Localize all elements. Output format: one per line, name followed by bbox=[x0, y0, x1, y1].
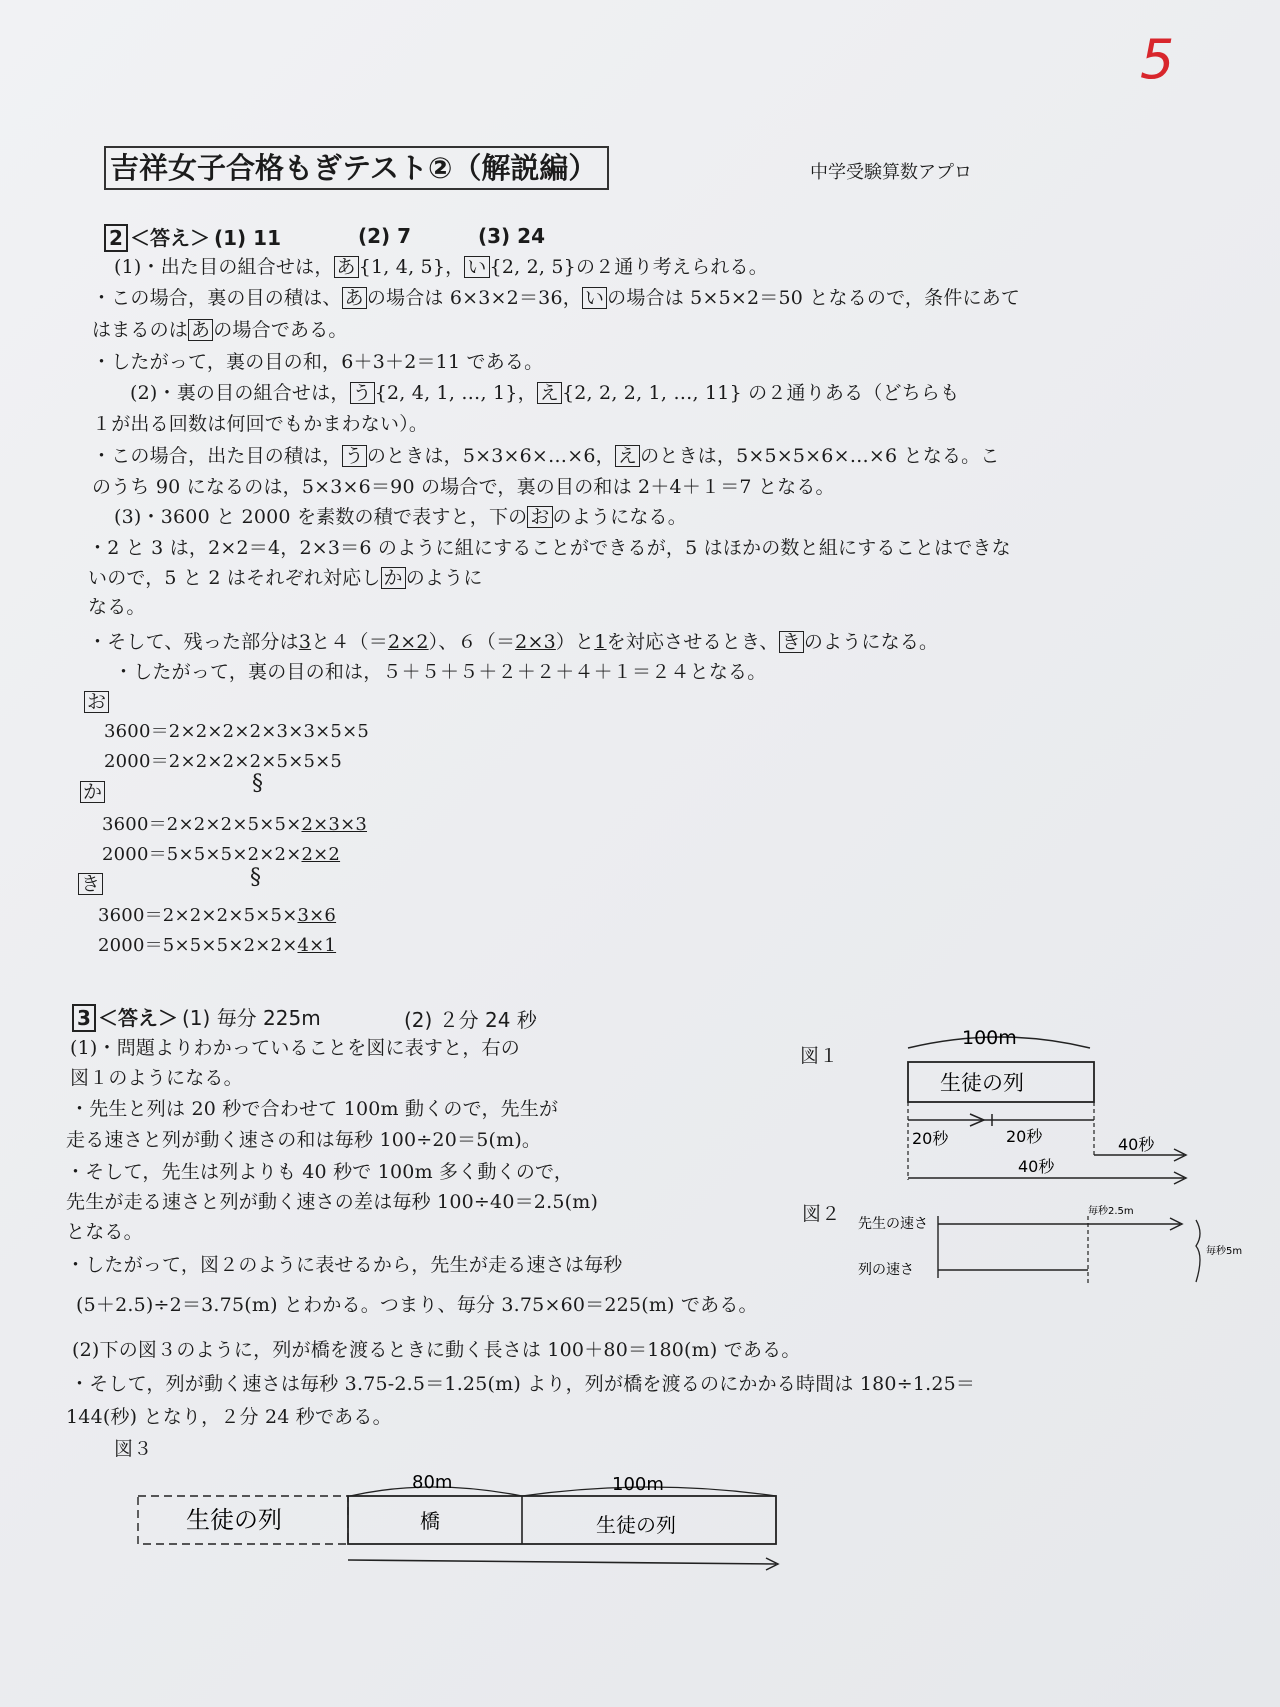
fig1-t2: 20秒 bbox=[1006, 1127, 1043, 1146]
label-a: あ bbox=[334, 256, 359, 278]
q2-line-6: １が出る回数は何回でもかまわない）。 bbox=[92, 413, 429, 435]
q2-line-4: ・したがって，裏の目の和，6＋3＋2＝11 である。 bbox=[92, 351, 544, 373]
q2-line-14: ・したがって，裏の目の和は，５＋５＋５＋２＋２＋４＋１＝２４となる。 bbox=[114, 661, 767, 683]
fig3-bridge: 橋 bbox=[420, 1509, 440, 1533]
q3-line-5: ・そして，先生は列よりも 40 秒で 100m 多く動くので， bbox=[66, 1161, 574, 1183]
fig2-sum: 毎秒5m bbox=[1206, 1246, 1243, 1257]
label-ka: か bbox=[381, 567, 406, 589]
figure-1 bbox=[890, 1030, 1200, 1195]
fig2-row1: 先生の速さ bbox=[858, 1216, 928, 1232]
figure-2 bbox=[856, 1192, 1256, 1292]
q3-number: 3 bbox=[72, 1004, 96, 1032]
block-ki-2000: 2000＝5×5×5×2×2×4×1 bbox=[98, 935, 337, 956]
block-o-label: お bbox=[84, 690, 109, 714]
fig2-label: 図２ bbox=[802, 1203, 841, 1225]
fig2-diff: 毎秒2.5m bbox=[1088, 1206, 1134, 1217]
publisher: 中学受験算数アプロ bbox=[810, 162, 972, 183]
block-ka-2000: 2000＝5×5×5×2×2×2×2 bbox=[102, 844, 341, 865]
fig1-label: 図１ bbox=[800, 1045, 839, 1067]
page-number: 5 bbox=[1140, 28, 1175, 91]
figure-3 bbox=[130, 1470, 810, 1590]
label-e: え bbox=[537, 382, 562, 404]
q3-answer-header bbox=[72, 1002, 321, 1032]
block-o-2000: 2000＝2×2×2×2×5×5×5 bbox=[104, 751, 343, 772]
fig3-right: 生徒の列 bbox=[596, 1513, 676, 1537]
fig3-label: 図３ bbox=[114, 1438, 153, 1460]
label-u: う bbox=[350, 382, 375, 404]
q2-line-3: はまるのは あ の場合である。 bbox=[92, 319, 348, 341]
page-title: 吉祥女子合格もぎテスト②（解説編） bbox=[104, 146, 609, 190]
fig3-len-line: 100m bbox=[612, 1474, 664, 1495]
q2-line-8: のうち 90 になるのは，5×3×6＝90 の場合で，裏の目の和は 2＋4＋１＝7 となる。 bbox=[92, 476, 835, 498]
q2-line-12: なる。 bbox=[88, 596, 146, 618]
q3-line-2: 図１のようになる。 bbox=[70, 1067, 243, 1089]
q2-answer-label: ＜答え＞ bbox=[130, 226, 210, 250]
label-i: い bbox=[464, 256, 489, 278]
q2-line-1: (1)・出た目の組合せは， あ {1, 4, 5}， い {2, 2, 5}の２通り考えられる。 bbox=[114, 256, 768, 278]
q2-line-2: ・この場合，裏の目の積は、 あ の場合は 6×3×2＝36， い の場合は 5×5×2＝50 となるので，条件にあて bbox=[92, 287, 1021, 309]
fig3-left: 生徒の列 bbox=[186, 1506, 282, 1534]
q2-answer-3: (3) 24 bbox=[478, 224, 545, 248]
q2-line-13: ・そして、残った部分は3と４（＝2×2）、６（＝2×3）と1を対応させるとき、 き のようになる。 bbox=[88, 631, 939, 653]
q3-line-12: 144(秒) となり，２分 24 秒である。 bbox=[66, 1406, 392, 1428]
q3-line-1: (1)・問題よりわかっていることを図に表すと，右の bbox=[70, 1037, 520, 1059]
fig1-t1: 20秒 bbox=[912, 1129, 949, 1148]
wave-mark-ka: § bbox=[252, 771, 264, 796]
q3-line-7: となる。 bbox=[66, 1221, 143, 1243]
q3-line-3: ・先生と列は 20 秒で合わせて 100m 動くので，先生が bbox=[70, 1098, 559, 1120]
q3-line-11: ・そして，列が動く速さは毎秒 3.75-2.5＝1.25(m) より，列が橋を渡るのにかかる時間は 180÷1.25＝ bbox=[70, 1373, 976, 1395]
q2-line-9: (3)・3600 と 2000 を素数の積で表すと，下の お のようになる。 bbox=[114, 506, 687, 528]
block-o-3600: 3600＝2×2×2×2×3×3×5×5 bbox=[104, 721, 369, 742]
block-ka-label: か bbox=[80, 780, 105, 804]
q3-line-9: (5＋2.5)÷2＝3.75(m) とわかる。つまり、毎分 3.75×60＝225(m) である。 bbox=[76, 1294, 758, 1316]
q3-answer-label: ＜答え＞ bbox=[98, 1006, 178, 1030]
block-ki-3600: 3600＝2×2×2×5×5×3×6 bbox=[98, 905, 337, 926]
fig1-t3: 40秒 bbox=[1118, 1135, 1155, 1154]
q2-answer-2: (2) 7 bbox=[358, 224, 412, 248]
fig2-row2: 列の速さ bbox=[858, 1262, 914, 1278]
fig1-box-text: 生徒の列 bbox=[940, 1071, 1024, 1095]
wave-mark-ki: § bbox=[250, 865, 262, 890]
block-ka-3600: 3600＝2×2×2×5×5×2×3×3 bbox=[102, 814, 368, 835]
q3-line-6: 先生が走る速さと列が動く速さの差は毎秒 100÷40＝2.5(m) bbox=[66, 1191, 599, 1213]
label-o: お bbox=[527, 506, 552, 528]
q2-line-7: ・この場合，出た目の積は， う のときは，5×3×6×…×6， え のときは，5×5×5×6×…×6 となる。こ bbox=[92, 445, 1000, 467]
q2-line-10: ・2 と 3 は，2×2＝4，2×3＝6 のように組にすることができるが，5 はほかの数と組にすることはできな bbox=[88, 537, 1011, 559]
block-ki-label: き bbox=[78, 872, 103, 896]
q2-number: 2 bbox=[104, 224, 128, 252]
fig3-len-bridge: 80m bbox=[412, 1472, 453, 1493]
q2-answer-header bbox=[104, 222, 281, 252]
q3-answer-1: (1) 毎分 225m bbox=[182, 1006, 321, 1030]
q3-line-4: 走る速さと列が動く速さの和は毎秒 100÷20＝5(m)。 bbox=[66, 1129, 542, 1151]
q3-line-8: ・したがって，図２のように表せるから，先生が走る速さは毎秒 bbox=[66, 1254, 623, 1276]
q3-line-10: (2)下の図３のように，列が橋を渡るときに動く長さは 100＋80＝180(m) である。 bbox=[72, 1339, 801, 1361]
label-ki: き bbox=[779, 631, 804, 653]
fig1-length: 100m bbox=[962, 1030, 1017, 1049]
fig1-t4: 40秒 bbox=[1018, 1157, 1055, 1176]
q2-line-5: (2)・裏の目の組合せは， う {2, 4, 1, …, 1}， え {2, 2, 2, 1, …, 11} の２通りある（どちらも bbox=[130, 382, 960, 404]
q2-line-11: いので，5 と 2 はそれぞれ対応し か のように bbox=[88, 567, 483, 589]
q2-answer-1: (1) 11 bbox=[214, 226, 281, 250]
q3-answer-2: (2) ２分 24 秒 bbox=[404, 1008, 537, 1032]
